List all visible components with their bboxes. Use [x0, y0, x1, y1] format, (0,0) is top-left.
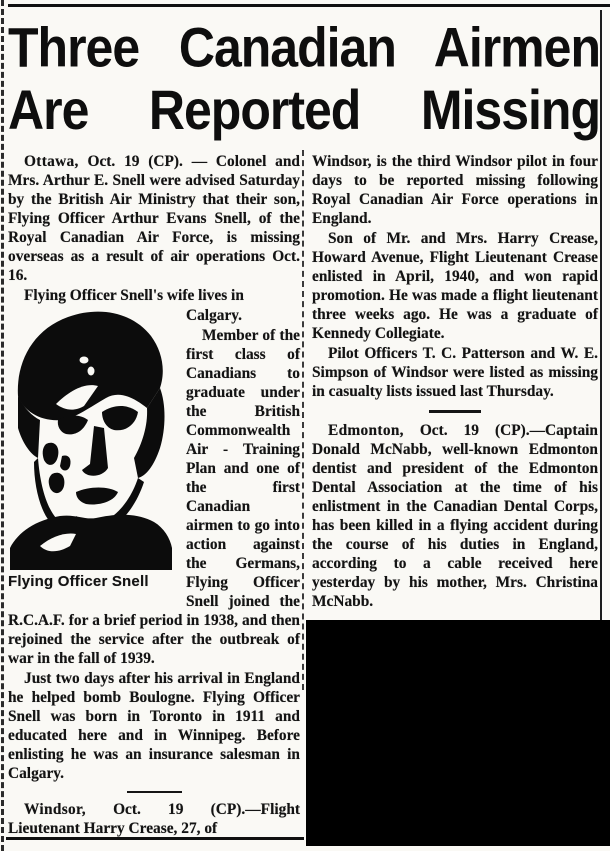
- photo-block: [8, 308, 176, 591]
- right-border-rule: [600, 10, 602, 622]
- paragraph-wife-line: Flying Officer Snell's wife lives in: [24, 287, 244, 304]
- left-column: [8, 152, 300, 839]
- paragraph-windsor-continuation: Windsor, is the third Windsor pilot in four days to be reported missing following Royal Canadian Air Force operations in England.: [312, 153, 598, 227]
- left-torn-edge-rule: [1, 0, 4, 851]
- photo-caption: Flying Officer Snell: [8, 573, 149, 590]
- paragraph-edmonton: [312, 421, 598, 611]
- paragraph-windsor-start: [8, 800, 300, 838]
- dateline-ottawa: Ottawa,: [24, 153, 79, 170]
- section-divider-right: [429, 410, 481, 413]
- blacked-out-region: [306, 620, 610, 846]
- dateline-windsor: Windsor,: [24, 801, 86, 818]
- paragraph-ottawa-text: Oct. 19 (CP). — Colonel and Mrs. Arthur E. Snell were advised Saturday by the British Air Ministry that their son, Flying Officer Arthur Evans Snell, of the Royal Canadian Air Force, is missing overseas as a result of air operations Oct. 16.: [8, 153, 300, 284]
- paragraph-wife-continuation: Calgary.: [186, 307, 243, 324]
- paragraph-member: Member of the first class of Canadians to graduate under the British Commonwealth Air - Training Plan and one of the first Canadian airmen to go into action against the Germans, Flying Officer Snell joined the R.C.A.F. for a brief period in 1938, and then rejoined the service after the outbreak of war in the fall of 1939.: [8, 327, 300, 667]
- paragraph-ottawa: [8, 152, 300, 285]
- top-border-rule: [8, 4, 610, 7]
- headline-line-2: Are Reported Missing: [8, 78, 600, 142]
- right-column: [312, 152, 598, 612]
- paragraph-boulogne: Just two days after his arrival in England he helped bomb Boulogne. Flying Officer Snell was born in Toronto in 1911 and educated here and in Winnipeg. Before enlisting he was an insurance salesman in Calgary.: [8, 670, 300, 782]
- paragraph-son-of: Son of Mr. and Mrs. Harry Crease, Howard Avenue, Flight Lieutenant Crease enlisted in April, 1940, and won rapid promotion. He was made a flight lieutenant three weeks ago. He was a graduate of Kennedy Collegiate.: [312, 230, 598, 342]
- column-divider-rule: [302, 150, 304, 690]
- paragraph-pilot-officers: Pilot Officers T. C. Patterson and W. E. Simpson of Windsor were listed as missing in casualty lists issued last Thursday.: [312, 345, 598, 400]
- headline-line-1: Three Canadian Airmen: [8, 16, 600, 79]
- article-headline: [8, 16, 600, 141]
- dateline-edmonton: Edmonton,: [328, 422, 404, 439]
- section-divider-left: [127, 791, 182, 793]
- bottom-border-rule: [6, 837, 304, 840]
- paragraph-edmonton-text: Oct. 19 (CP).—Captain Donald McNabb, well-known Edmonton dentist and president of the Edmonton Dental Association at the time of his enlistment in the Canadian Dental Corps, has been killed in a flying accident during the course of his duties in England, according to a cable received here yesterday by his mother, Mrs. Christina McNabb.: [312, 422, 598, 610]
- snell-portrait-photo: [10, 308, 172, 570]
- paragraph-windsor-text: Oct. 19 (CP).—Flight Lieutenant Harry Crease, 27, of: [8, 801, 300, 837]
